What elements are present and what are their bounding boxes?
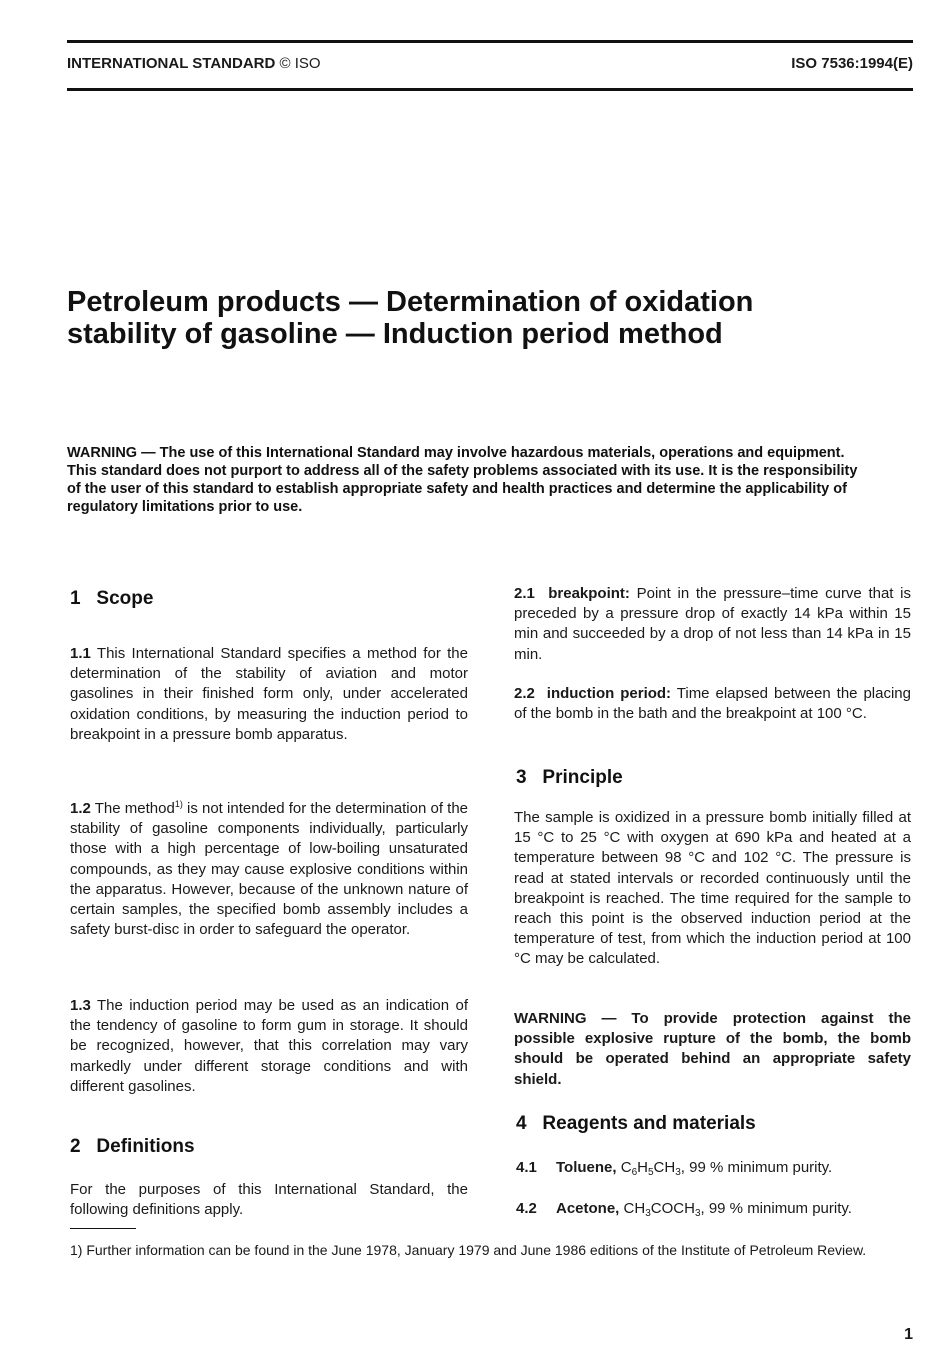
clause-text-start: The method: [94, 800, 175, 817]
section-4-heading: [516, 1113, 756, 1135]
definition-2-2: [514, 684, 911, 724]
principle-warning: WARNING — To provide protection against the possible explosive rupture of the bomb, the bomb should be operated behind an appropriate safety shield.: [514, 1010, 911, 1088]
clause-number: 2.2: [514, 685, 535, 702]
clause-number: 4.1: [516, 1159, 537, 1176]
clause-number: 1.3: [70, 997, 91, 1014]
title-line-1: Petroleum products — Determination of oxidation: [67, 286, 754, 318]
header-copyright: © ISO: [279, 55, 321, 72]
section-1-heading: [70, 588, 153, 610]
section-title: Definitions: [96, 1136, 195, 1157]
reagent-formula: $CH_3COCH_3$: [623, 1200, 701, 1219]
reagent-formula: $C_6H_5CH_3$: [620, 1159, 681, 1178]
document-title: [67, 286, 887, 350]
footnote-separator: [70, 1228, 136, 1229]
clause-1-1: [70, 644, 468, 745]
page-number: 1: [904, 1326, 913, 1343]
section-number: 1: [70, 588, 81, 609]
defined-term: breakpoint:: [548, 585, 630, 602]
principle-text: The sample is oxidized in a pressure bomb initially filled at 15 °C to 25 °C with oxygen at 690 kPa and heated at a temperature between 98 °C and 102 °C. The pressure is read at stated intervals or recorded continuously until the breakpoint is reached. The time required for the sample to reach this point is the observed induction period at the temperature of test, from which the induction period at 100 °C may be calculated.: [514, 809, 911, 968]
title-line-2: stability of gasoline — Induction period method: [67, 318, 723, 350]
reagent-4-1: [516, 1158, 832, 1178]
section-title: Principle: [542, 767, 623, 788]
header-standard-label: [67, 55, 321, 72]
clause-1-2: [70, 799, 468, 940]
clause-text-rest: is not intended for the determination of the stability of gasoline components individually, particularly those with a high percentage of low-boiling unsaturated compounds, as they may cause explosive conditions within the apparatus. However, because of the unknown nature of certain samples, the specified bomb assembly includes a safety burst-disc in order to safeguard the operator.: [70, 800, 469, 939]
clause-text: The induction period may be used as an indication of the tendency of gasoline to form gum in storage. It should be recognized, however, that this correlation may vary markedly under different storage conditions and with different gasolines.: [70, 997, 468, 1095]
footnote-reference: 1): [174, 799, 183, 809]
defined-term: induction period:: [546, 685, 672, 702]
reagent-name: Acetone,: [556, 1200, 620, 1217]
safety-warning: WARNING — The use of this International Standard may involve hazardous materials, operations and equipment. This standard does not purport to address all of the safety problems associated with its use. It is the responsibility of the user of this standard to establish appropriate safety and health practices and determine the applicability of regulatory limitations prior to use.: [67, 445, 858, 515]
header-left-label: INTERNATIONAL STANDARD: [67, 55, 276, 72]
reagent-purity: , 99 % minimum purity.: [680, 1159, 833, 1176]
clause-number: 2.1: [514, 585, 535, 602]
footnote: [70, 1241, 915, 1259]
reagent-name: Toluene,: [556, 1159, 617, 1176]
section-2-heading: [70, 1136, 195, 1158]
clause-number: 1.2: [70, 800, 91, 817]
reagent-4-2: [516, 1199, 852, 1219]
section-3-heading: [516, 767, 623, 789]
clause-number: 4.2: [516, 1200, 537, 1217]
section-title: Reagents and materials: [542, 1113, 756, 1134]
section-number: 2: [70, 1136, 81, 1157]
section-number: 4: [516, 1113, 527, 1134]
header-bottom-rule: [67, 88, 913, 91]
definition-text: Point in the pressure–time curve that is preceded by a pressure drop of exactly 14 kPa within 15 min and succeeded by a drop of not less than 14 kPa in 15 min.: [514, 585, 911, 663]
footnote-text: Further information can be found in the June 1978, January 1979 and June 1986 editions of the Institute of Petroleum Review.: [86, 1242, 867, 1258]
clause-text: This International Standard specifies a method for the determination of the stability of aviation and motor gasolines in their finished form only, under accelerated oxidation conditions, by measuring the induction period to breakpoint in a pressure bomb apparatus.: [70, 645, 468, 743]
section-title: Scope: [96, 588, 154, 609]
definition-text: Time elapsed between the placing of the bomb in the bath and the breakpoint at 100 °C.: [514, 685, 911, 723]
reagent-purity: , 99 % minimum purity.: [700, 1200, 852, 1217]
definitions-intro: For the purposes of this International Standard, the following definitions apply.: [70, 1181, 468, 1219]
definition-2-1: [514, 584, 911, 665]
footnote-mark: 1): [70, 1242, 83, 1258]
header-top-rule: [67, 40, 913, 43]
section-number: 3: [516, 767, 527, 788]
clause-1-3: [70, 996, 468, 1097]
header-document-number: ISO 7536:1994(E): [791, 55, 913, 72]
clause-number: 1.1: [70, 645, 91, 662]
